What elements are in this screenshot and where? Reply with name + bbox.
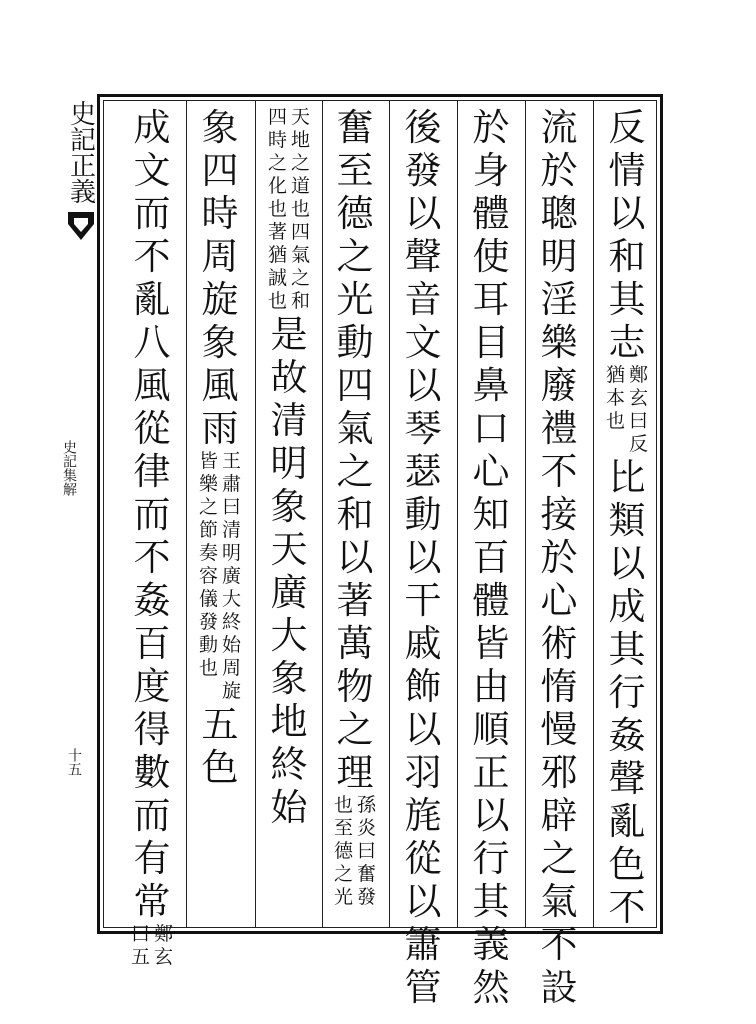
main-char: 心: [540, 579, 578, 622]
main-char: 和: [336, 493, 374, 536]
commentary-line: [131, 923, 150, 969]
main-char: 有: [133, 837, 171, 880]
text-column: [332, 106, 378, 909]
commentary-line: [334, 794, 353, 909]
main-char: 數: [133, 751, 171, 794]
main-char: 瑟: [404, 450, 442, 493]
main-char: 干: [404, 579, 442, 622]
main-char: 廣: [270, 571, 308, 614]
main-char: 姦: [608, 714, 646, 757]
commentary-char: 曰: [357, 840, 377, 862]
main-char: 文: [404, 321, 442, 364]
main-char: 象: [201, 321, 239, 364]
commentary-char: 王: [222, 450, 242, 472]
commentary-note: [199, 450, 241, 703]
commentary-char: 清: [222, 519, 242, 541]
main-char: 以: [336, 536, 374, 579]
main-char: 其: [608, 628, 646, 671]
main-char: 以: [608, 542, 646, 585]
main-char: 從: [133, 407, 171, 450]
main-char: 心: [472, 450, 510, 493]
main-char: 飾: [404, 665, 442, 708]
commentary-char: 地: [291, 129, 311, 151]
main-char: 術: [540, 622, 578, 665]
commentary-char: 炎: [357, 817, 377, 839]
main-char: 地: [270, 700, 308, 743]
main-char: 旋: [201, 278, 239, 321]
main-char: 反: [608, 106, 646, 149]
main-char: 光: [336, 278, 374, 321]
main-char: 八: [133, 321, 171, 364]
main-char: 而: [133, 794, 171, 837]
main-char: 四: [336, 364, 374, 407]
main-char: 志: [608, 321, 646, 364]
main-char: 聲: [608, 757, 646, 800]
main-char: 以: [404, 708, 442, 751]
main-char: 五: [201, 703, 239, 746]
main-char: 象: [270, 485, 308, 528]
commentary-line: [199, 450, 218, 703]
main-char: 和: [608, 235, 646, 278]
page-number: [66, 748, 81, 776]
column-rule: [186, 100, 187, 928]
commentary-char: 玄: [154, 946, 174, 968]
main-char: 類: [608, 499, 646, 542]
main-char: 其: [472, 880, 510, 923]
main-char: 以: [404, 192, 442, 235]
text-column: [468, 106, 514, 1009]
main-char: 象: [270, 657, 308, 700]
commentary-char: 之: [291, 152, 311, 174]
main-char: 清: [270, 399, 308, 442]
commentary-line: [606, 364, 625, 456]
main-char: 之: [336, 235, 374, 278]
main-char: 度: [133, 665, 171, 708]
side-book-label: [60, 440, 77, 496]
commentary-char: 曰: [222, 496, 242, 518]
main-char: 色: [608, 843, 646, 886]
main-char: 百: [472, 536, 510, 579]
text-column: [604, 106, 650, 929]
main-char: 是: [270, 313, 308, 356]
commentary-char: 容: [198, 565, 218, 587]
main-char: 周: [201, 235, 239, 278]
main-char: 樂: [540, 321, 578, 364]
main-char: 於: [540, 536, 578, 579]
commentary-char: 奏: [198, 542, 218, 564]
main-char: 以: [608, 192, 646, 235]
commentary-char: 旋: [222, 680, 242, 702]
commentary-char: 孫: [357, 794, 377, 816]
column-rule: [525, 100, 526, 928]
main-char: 廢: [540, 364, 578, 407]
margin-title: [66, 100, 96, 204]
main-char: 四: [201, 149, 239, 192]
commentary-char: 終: [222, 611, 242, 633]
commentary-line: [291, 106, 310, 313]
main-char: 天: [270, 528, 308, 571]
main-char: 時: [201, 192, 239, 235]
commentary-char: 曰: [629, 410, 649, 432]
main-char: 象: [201, 106, 239, 149]
commentary-char: 光: [333, 886, 353, 908]
commentary-char: 鄭: [629, 364, 649, 386]
margin-title-text: 史記正義: [65, 100, 96, 204]
commentary-char: 明: [222, 542, 242, 564]
main-char: 故: [270, 356, 308, 399]
main-char: 不: [608, 886, 646, 929]
commentary-note: [268, 106, 310, 313]
commentary-note: [131, 923, 173, 969]
main-char: 行: [472, 837, 510, 880]
main-char: 正: [472, 751, 510, 794]
main-char: 義: [472, 923, 510, 966]
main-char: 色: [201, 746, 239, 789]
commentary-char: 時: [267, 129, 287, 151]
main-char: 以: [472, 794, 510, 837]
commentary-char: 也: [605, 410, 625, 432]
column-rule: [593, 100, 594, 928]
commentary-char: 大: [222, 588, 242, 610]
main-char: 流: [540, 106, 578, 149]
main-char: 不: [540, 450, 578, 493]
main-char: 不: [540, 923, 578, 966]
commentary-char: 之: [198, 496, 218, 518]
commentary-char: 肅: [222, 473, 242, 495]
main-char: 其: [608, 278, 646, 321]
main-char: 之: [336, 708, 374, 751]
main-char: 聲: [404, 235, 442, 278]
main-char: 音: [404, 278, 442, 321]
main-char: 體: [472, 192, 510, 235]
commentary-char: 玄: [629, 387, 649, 409]
commentary-char: 周: [222, 657, 242, 679]
column-rule: [389, 100, 390, 928]
commentary-char: 和: [291, 290, 311, 312]
main-char: 風: [201, 364, 239, 407]
main-char: 百: [133, 622, 171, 665]
main-char: 之: [540, 837, 578, 880]
main-char: 成: [608, 585, 646, 628]
main-char: 萬: [336, 622, 374, 665]
main-char: 動: [336, 321, 374, 364]
main-char: 奮: [336, 106, 374, 149]
main-char: 惰: [540, 665, 578, 708]
text-column: [536, 106, 582, 1009]
commentary-char: 也: [291, 198, 311, 220]
main-char: 而: [133, 493, 171, 536]
column-rule: [255, 100, 256, 928]
main-char: 比: [608, 456, 646, 499]
commentary-char: 之: [291, 267, 311, 289]
column-rule: [457, 100, 458, 928]
main-char: 體: [472, 579, 510, 622]
main-char: 旄: [404, 794, 442, 837]
main-char: 得: [133, 708, 171, 751]
column-rule: [322, 100, 323, 928]
text-column: [266, 106, 312, 829]
commentary-note: [334, 794, 376, 909]
main-char: 行: [608, 671, 646, 714]
main-char: 不: [133, 536, 171, 579]
main-char: 成: [133, 106, 171, 149]
commentary-char: 奮: [357, 863, 377, 885]
main-char: 姦: [133, 579, 171, 622]
commentary-char: 道: [291, 175, 311, 197]
commentary-char: 動: [198, 634, 218, 656]
main-char: 氣: [540, 880, 578, 923]
commentary-char: 發: [198, 611, 218, 633]
main-char: 羽: [404, 751, 442, 794]
margin-title-column: [64, 96, 97, 936]
commentary-line: [222, 450, 241, 703]
commentary-char: 發: [357, 886, 377, 908]
main-char: 從: [404, 837, 442, 880]
main-char: 鼻: [472, 364, 510, 407]
main-char: 亂: [133, 278, 171, 321]
main-char: 禮: [540, 407, 578, 450]
main-char: 明: [540, 235, 578, 278]
commentary-line: [154, 923, 173, 969]
main-char: 明: [270, 442, 308, 485]
main-char: 之: [336, 450, 374, 493]
commentary-char: 之: [333, 863, 353, 885]
commentary-char: 也: [267, 198, 287, 220]
main-char: 辟: [540, 794, 578, 837]
main-char: 動: [404, 493, 442, 536]
commentary-char: 也: [333, 794, 353, 816]
main-char: 皆: [472, 622, 510, 665]
commentary-char: 四: [267, 106, 287, 128]
text-column: [400, 106, 446, 1009]
main-char: 順: [472, 708, 510, 751]
main-char: 大: [270, 614, 308, 657]
commentary-char: 始: [222, 634, 242, 656]
main-char: 使: [472, 235, 510, 278]
main-char: 琴: [404, 407, 442, 450]
main-char: 目: [472, 321, 510, 364]
main-char: 常: [133, 880, 171, 923]
main-char: 而: [133, 192, 171, 235]
main-char: 發: [404, 149, 442, 192]
text-column: [197, 106, 243, 789]
commentary-char: 猶: [605, 364, 625, 386]
commentary-char: 曰: [130, 923, 150, 945]
main-char: 以: [404, 364, 442, 407]
main-char: 接: [540, 493, 578, 536]
main-char: 終: [270, 743, 308, 786]
main-char: 理: [336, 751, 374, 794]
main-char: 始: [270, 786, 308, 829]
commentary-char: 五: [130, 946, 150, 968]
fish-tail-ornament-icon: [66, 210, 96, 244]
main-char: 亂: [608, 800, 646, 843]
main-char: 淫: [540, 278, 578, 321]
commentary-char: 也: [198, 657, 218, 679]
commentary-line: [629, 364, 648, 456]
main-char: 律: [133, 450, 171, 493]
commentary-char: 本: [605, 387, 625, 409]
main-char: 至: [336, 149, 374, 192]
main-char: 設: [540, 966, 578, 1009]
commentary-char: 廣: [222, 565, 242, 587]
main-char: 邪: [540, 751, 578, 794]
commentary-char: 儀: [198, 588, 218, 610]
main-char: 然: [472, 966, 510, 1009]
commentary-char: 皆: [198, 450, 218, 472]
main-char: 文: [133, 149, 171, 192]
commentary-char: 氣: [291, 244, 311, 266]
side-book-text: 史記集解: [61, 440, 77, 496]
main-char: 知: [472, 493, 510, 536]
main-char: 著: [336, 579, 374, 622]
main-char: 風: [133, 364, 171, 407]
commentary-char: 反: [629, 433, 649, 455]
commentary-char: 節: [198, 519, 218, 541]
commentary-char: 德: [333, 840, 353, 862]
main-char: 德: [336, 192, 374, 235]
main-char: 身: [472, 149, 510, 192]
main-char: 以: [404, 880, 442, 923]
commentary-char: 至: [333, 817, 353, 839]
text-column: [129, 106, 175, 969]
commentary-char: 猶: [267, 244, 287, 266]
main-char: 雨: [201, 407, 239, 450]
main-char: 慢: [540, 708, 578, 751]
page-number-text: 十五: [66, 748, 82, 776]
main-char: 後: [404, 106, 442, 149]
commentary-note: [606, 364, 648, 456]
commentary-char: 也: [267, 290, 287, 312]
main-char: 耳: [472, 278, 510, 321]
commentary-char: 樂: [198, 473, 218, 495]
main-char: 情: [608, 149, 646, 192]
commentary-char: 鄭: [154, 923, 174, 945]
main-char: 於: [472, 106, 510, 149]
commentary-char: 天: [291, 106, 311, 128]
main-char: 物: [336, 665, 374, 708]
commentary-char: 著: [267, 221, 287, 243]
main-char: 管: [404, 966, 442, 1009]
commentary-char: 誠: [267, 267, 287, 289]
main-char: 簫: [404, 923, 442, 966]
main-char: 聰: [540, 192, 578, 235]
main-char: 於: [540, 149, 578, 192]
commentary-line: [357, 794, 376, 909]
main-char: 口: [472, 407, 510, 450]
commentary-char: 化: [267, 175, 287, 197]
main-char: 不: [133, 235, 171, 278]
commentary-char: 四: [291, 221, 311, 243]
main-char: 氣: [336, 407, 374, 450]
main-char: 由: [472, 665, 510, 708]
main-char: 以: [404, 536, 442, 579]
main-char: 戚: [404, 622, 442, 665]
commentary-line: [268, 106, 287, 313]
commentary-char: 之: [267, 152, 287, 174]
